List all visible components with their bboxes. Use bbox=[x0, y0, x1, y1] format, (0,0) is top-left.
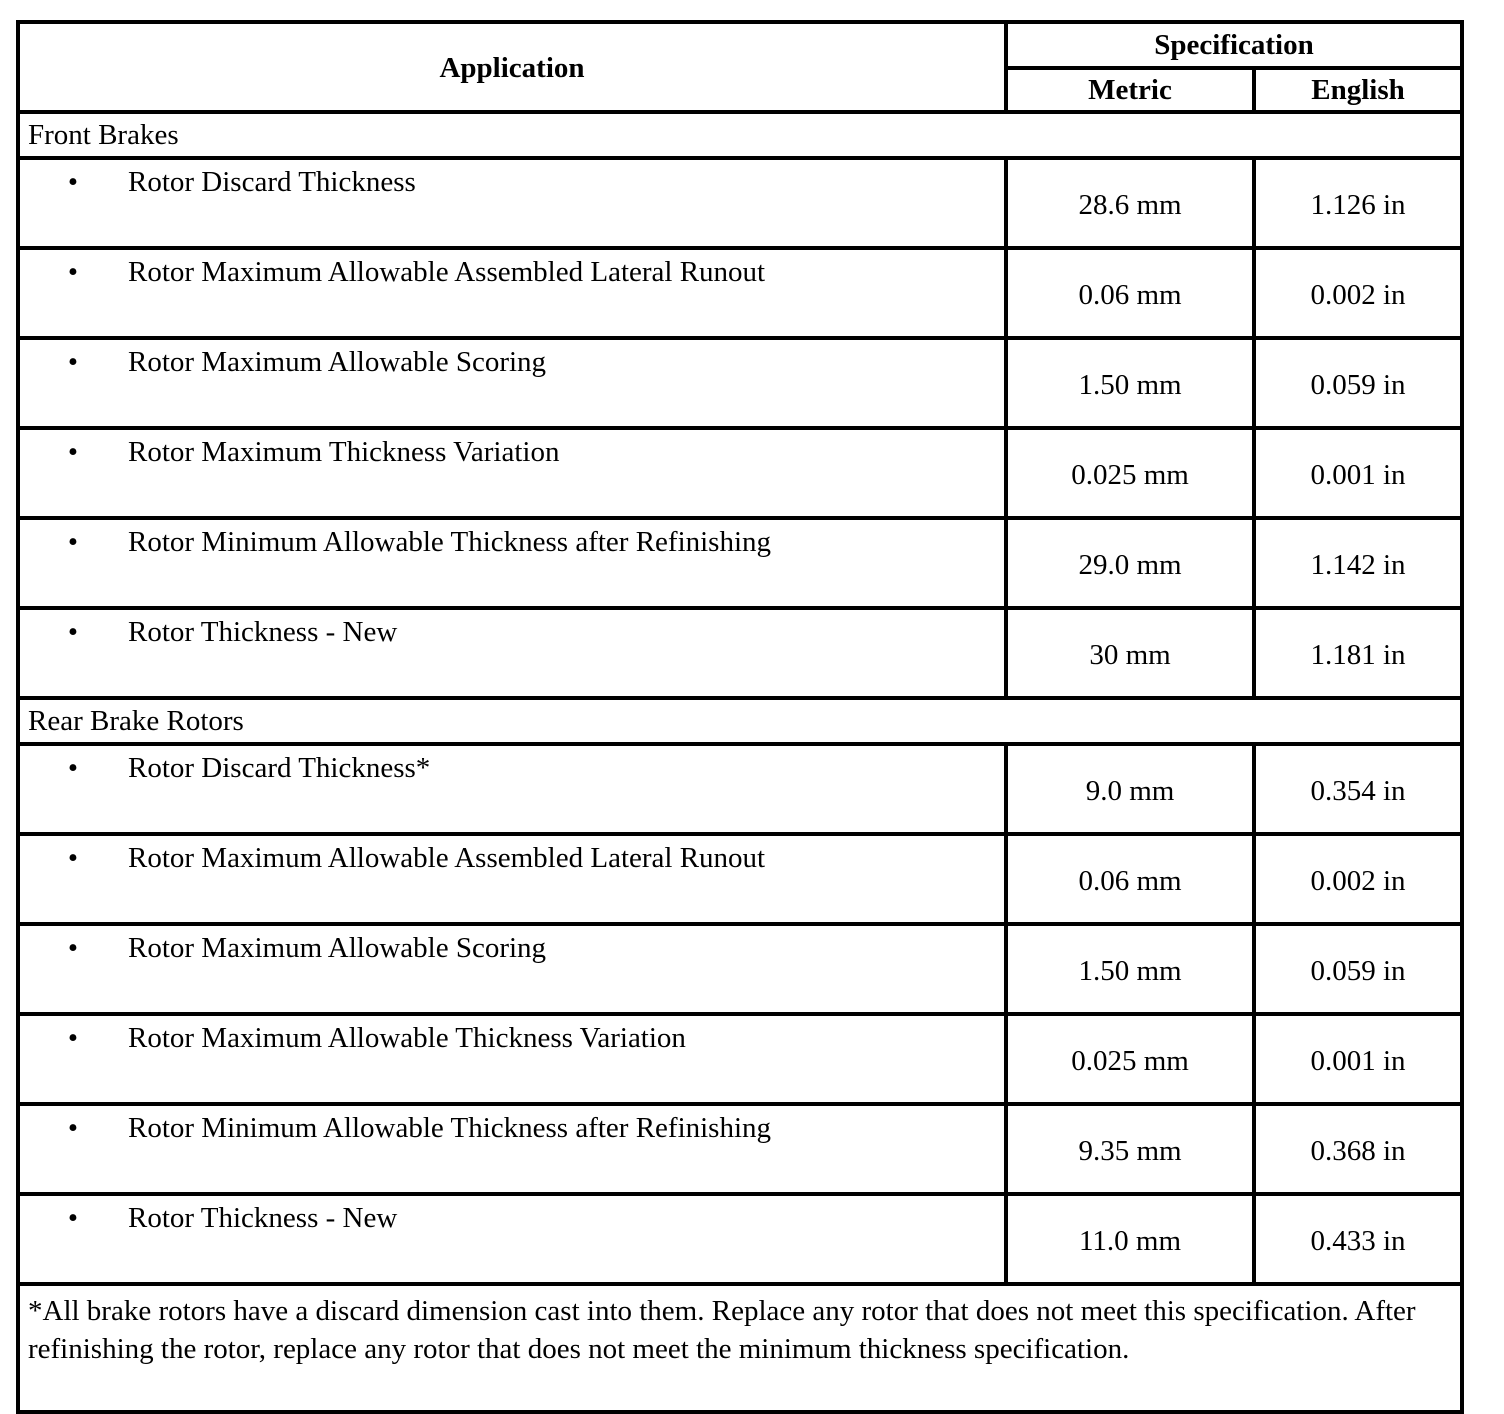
metric-value: 30 mm bbox=[1006, 608, 1254, 698]
english-value: 0.001 in bbox=[1254, 1014, 1462, 1104]
application-cell bbox=[18, 248, 1006, 338]
bullet-icon: • bbox=[67, 752, 78, 784]
application-cell bbox=[18, 834, 1006, 924]
bullet-icon: • bbox=[67, 616, 78, 648]
english-value: 0.001 in bbox=[1254, 428, 1462, 518]
english-value: 0.059 in bbox=[1254, 924, 1462, 1014]
english-value: 0.059 in bbox=[1254, 338, 1462, 428]
metric-value: 0.025 mm bbox=[1006, 428, 1254, 518]
application-cell bbox=[18, 608, 1006, 698]
footnote: *All brake rotors have a discard dimension cast into them. Replace any rotor that does not meet this specification. After refinishing the rotor, replace any rotor that does not meet the minimum thickness specification. bbox=[18, 1284, 1462, 1412]
metric-value: 29.0 mm bbox=[1006, 518, 1254, 608]
application-label: Rotor Minimum Allowable Thickness after Refinishing bbox=[128, 526, 772, 558]
table-row bbox=[18, 1104, 1462, 1194]
section-title: Rear Brake Rotors bbox=[18, 698, 1462, 744]
header-application: Application bbox=[18, 22, 1006, 112]
application-label: Rotor Thickness - New bbox=[128, 616, 398, 648]
english-value: 0.354 in bbox=[1254, 744, 1462, 834]
english-value: 1.181 in bbox=[1254, 608, 1462, 698]
metric-value: 1.50 mm bbox=[1006, 924, 1254, 1014]
application-label: Rotor Maximum Allowable Scoring bbox=[128, 932, 547, 964]
metric-value: 0.06 mm bbox=[1006, 248, 1254, 338]
english-value: 0.368 in bbox=[1254, 1104, 1462, 1194]
application-label: Rotor Minimum Allowable Thickness after Refinishing bbox=[128, 1112, 772, 1144]
section-title: Front Brakes bbox=[18, 112, 1462, 158]
section-row bbox=[18, 698, 1462, 744]
application-label: Rotor Maximum Allowable Assembled Lateral Runout bbox=[128, 842, 766, 874]
bullet-icon: • bbox=[67, 932, 78, 964]
bullet-icon: • bbox=[67, 526, 78, 558]
table-row bbox=[18, 158, 1462, 248]
application-cell bbox=[18, 924, 1006, 1014]
metric-value: 28.6 mm bbox=[1006, 158, 1254, 248]
table-row bbox=[18, 338, 1462, 428]
bullet-icon: • bbox=[67, 1022, 78, 1054]
application-cell bbox=[18, 518, 1006, 608]
application-label: Rotor Discard Thickness* bbox=[128, 752, 431, 784]
application-cell bbox=[18, 1194, 1006, 1284]
table-row bbox=[18, 1194, 1462, 1284]
bullet-icon: • bbox=[67, 166, 78, 198]
application-label: Rotor Maximum Allowable Scoring bbox=[128, 346, 547, 378]
section-row bbox=[18, 112, 1462, 158]
table-row bbox=[18, 744, 1462, 834]
header-metric: Metric bbox=[1006, 68, 1254, 112]
application-cell bbox=[18, 428, 1006, 518]
english-value: 0.433 in bbox=[1254, 1194, 1462, 1284]
english-value: 1.142 in bbox=[1254, 518, 1462, 608]
application-label: Rotor Maximum Allowable Assembled Lateral Runout bbox=[128, 256, 766, 288]
metric-value: 1.50 mm bbox=[1006, 338, 1254, 428]
table-row bbox=[18, 1014, 1462, 1104]
application-cell bbox=[18, 338, 1006, 428]
application-cell bbox=[18, 1014, 1006, 1104]
application-label: Rotor Thickness - New bbox=[128, 1202, 398, 1234]
application-cell bbox=[18, 158, 1006, 248]
application-label: Rotor Maximum Thickness Variation bbox=[128, 436, 560, 468]
metric-value: 0.025 mm bbox=[1006, 1014, 1254, 1104]
table-row bbox=[18, 834, 1462, 924]
bullet-icon: • bbox=[67, 1112, 78, 1144]
application-cell bbox=[18, 1104, 1006, 1194]
table-row bbox=[18, 428, 1462, 518]
metric-value: 11.0 mm bbox=[1006, 1194, 1254, 1284]
header-specification: Specification bbox=[1006, 22, 1462, 68]
table-row bbox=[18, 248, 1462, 338]
bullet-icon: • bbox=[67, 346, 78, 378]
brake-rotor-spec-table bbox=[16, 20, 1464, 1414]
metric-value: 9.35 mm bbox=[1006, 1104, 1254, 1194]
table-row bbox=[18, 608, 1462, 698]
application-label: Rotor Discard Thickness bbox=[128, 166, 416, 198]
english-value: 1.126 in bbox=[1254, 158, 1462, 248]
bullet-icon: • bbox=[67, 1202, 78, 1234]
metric-value: 0.06 mm bbox=[1006, 834, 1254, 924]
application-cell bbox=[18, 744, 1006, 834]
header-english: English bbox=[1254, 68, 1462, 112]
table-row bbox=[18, 924, 1462, 1014]
english-value: 0.002 in bbox=[1254, 834, 1462, 924]
english-value: 0.002 in bbox=[1254, 248, 1462, 338]
table-row bbox=[18, 518, 1462, 608]
metric-value: 9.0 mm bbox=[1006, 744, 1254, 834]
bullet-icon: • bbox=[67, 256, 78, 288]
application-label: Rotor Maximum Allowable Thickness Variation bbox=[128, 1022, 686, 1054]
bullet-icon: • bbox=[67, 436, 78, 468]
bullet-icon: • bbox=[67, 842, 78, 874]
